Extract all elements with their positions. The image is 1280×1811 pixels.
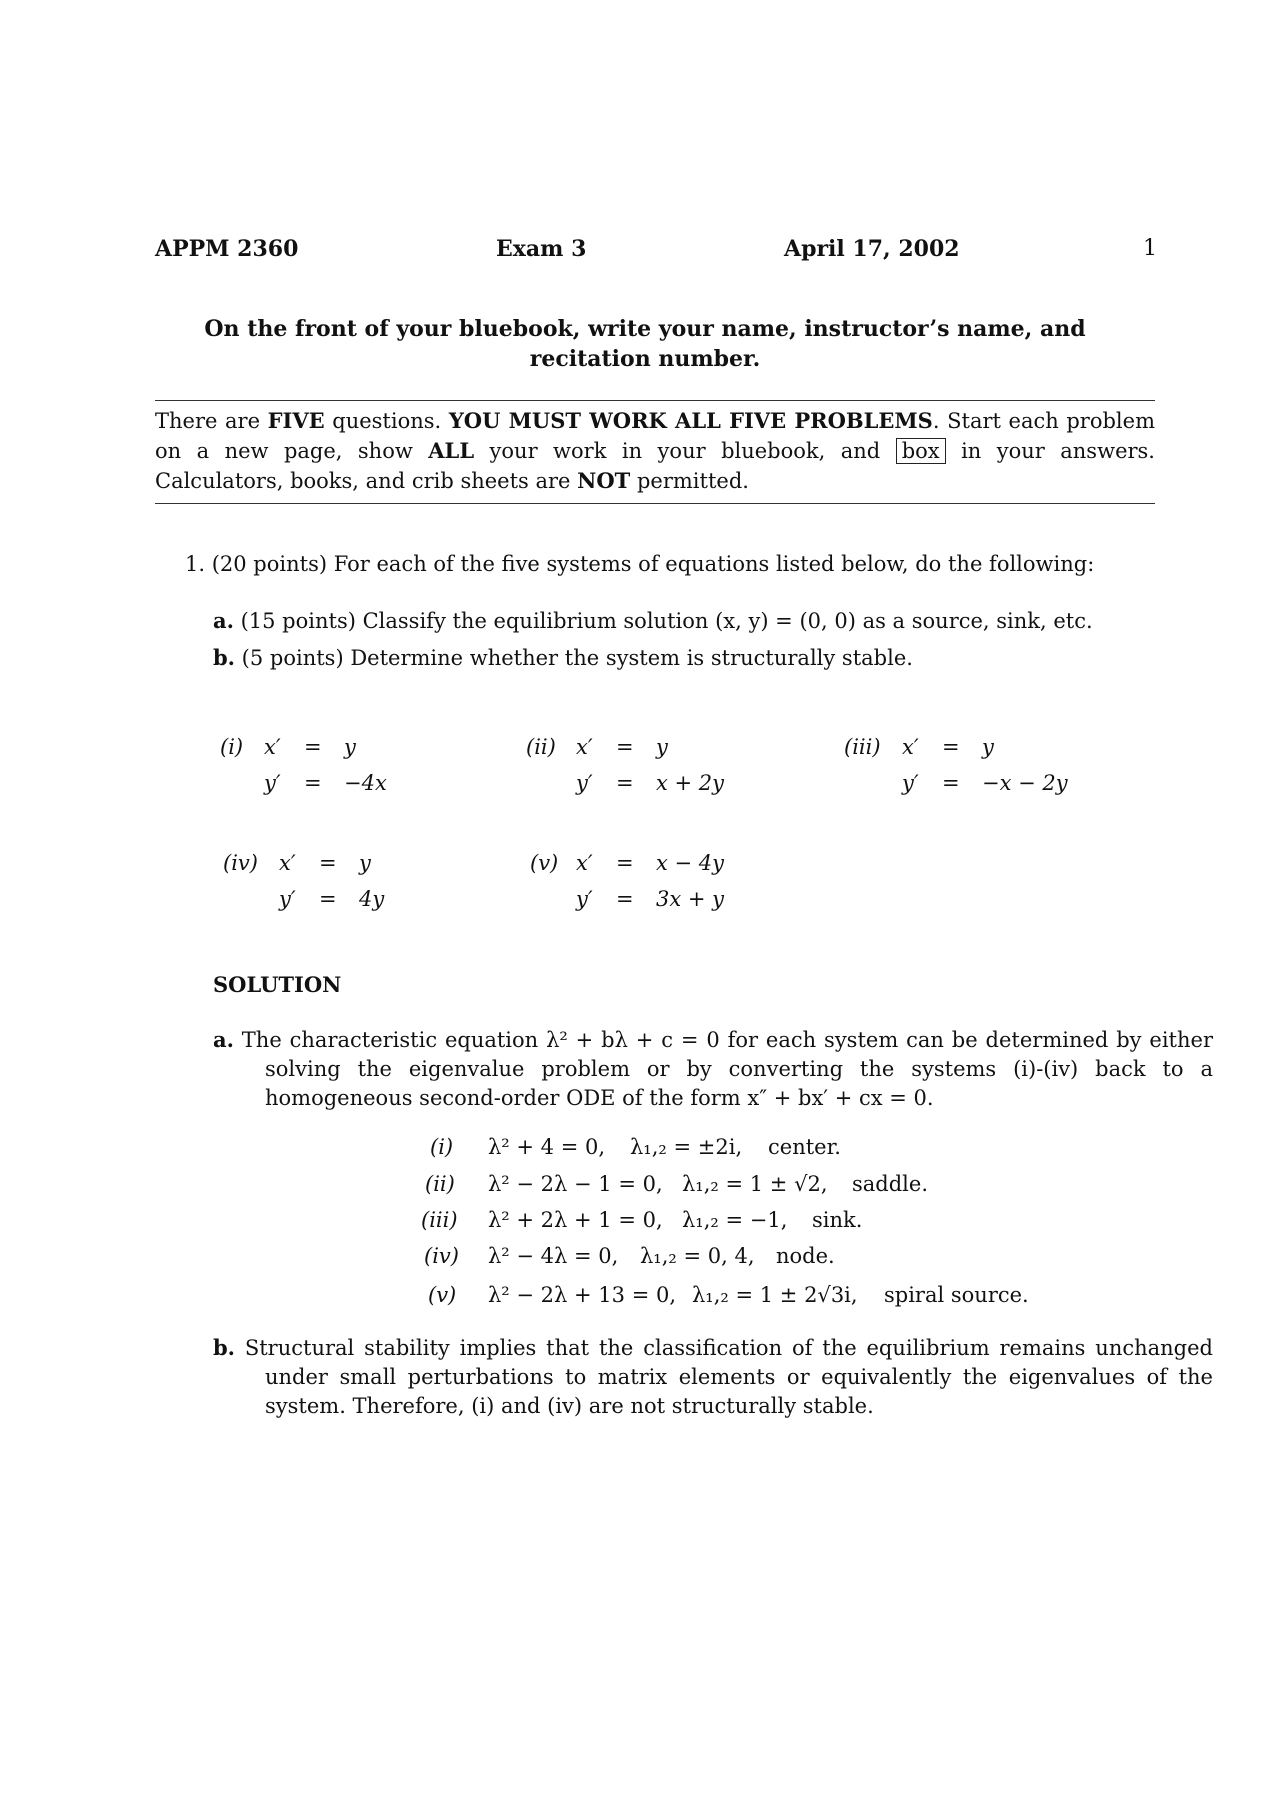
system-iii-eq2: = [942, 771, 960, 795]
solution-a-label: a. [213, 1027, 234, 1052]
system-v-lhs1: x′ [576, 851, 593, 875]
system-iii-lhs1: x′ [902, 735, 919, 759]
system-ii-eq1: = [616, 735, 634, 759]
sol-row-i-eig: λ₁,₂ = ±2i, [630, 1135, 743, 1159]
bottom-rule [155, 503, 1155, 504]
instr-not: NOT [577, 468, 631, 493]
instr-box: box [896, 438, 946, 464]
sol-row-ii-label-text: (ii) [425, 1172, 455, 1196]
solution-b-text: Structural stability implies that the classification of the equilibrium remains unchanged under small perturbations to matrix elements or equivalently the eigenvalues of the system. Therefore, (i) and (iv) are not structurally stable. [235, 1336, 1213, 1418]
sol-row-v-cls: spiral source. [884, 1283, 1029, 1307]
system-ii-rhs1: y [656, 735, 668, 759]
sol-row-i-label [430, 1135, 453, 1159]
sol-row-iii-eq: λ² + 2λ + 1 = 0, [488, 1208, 663, 1232]
system-iv-rhs2: 4y [359, 887, 385, 911]
system-iv-eq1: = [319, 851, 337, 875]
system-ii-rhs2: x + 2y [656, 771, 725, 795]
system-iii-label: (iii) [844, 735, 881, 759]
sol-row-iii-label [421, 1208, 458, 1232]
sol-row-v-eig: λ₁,₂ = 1 ± 2√3i, [692, 1283, 858, 1307]
system-ii-lhs1: x′ [576, 735, 593, 759]
top-rule [155, 400, 1155, 401]
system-iv-lhs2: y′ [279, 887, 296, 911]
instr-text-1: There are [155, 409, 268, 433]
system-iv-eq2: = [319, 887, 337, 911]
system-i-rhs2: −4x [344, 771, 387, 795]
system-ii-label: (ii) [526, 735, 556, 759]
system-iv-lhs1: x′ [279, 851, 296, 875]
solution-b-label: b. [213, 1335, 235, 1360]
system-iii-eq1: = [942, 735, 960, 759]
instr-five: FIVE [267, 408, 325, 433]
sol-row-iv-eig: λ₁,₂ = 0, 4, [640, 1244, 755, 1268]
instr-all: ALL [428, 438, 475, 463]
course-code: APPM 2360 [155, 236, 299, 262]
sol-row-ii-cls: saddle. [852, 1172, 929, 1196]
sol-row-v-eq: λ² − 2λ + 13 = 0, [488, 1283, 676, 1307]
exam-title: Exam 3 [496, 236, 587, 262]
question-1b [213, 645, 913, 670]
question-1a [213, 608, 1093, 633]
page-number: 1 [1143, 236, 1157, 261]
system-iii-rhs2: −x − 2y [982, 771, 1068, 795]
system-v-label: (v) [530, 851, 559, 875]
lead-instruction: On the front of your bluebook, write your name, instructor’s name, and recitation number. [204, 316, 1086, 372]
sol-row-i-label-text: (i) [430, 1135, 454, 1159]
sol-row-v-label-text: (v) [428, 1283, 457, 1307]
sol-row-v-label [428, 1283, 456, 1307]
instructions-block [155, 406, 1155, 496]
system-ii-eq2: = [616, 771, 634, 795]
sol-row-iv-label-text: (iv) [424, 1244, 459, 1268]
solution-a-text: The characteristic equation λ² + bλ + c = 0 for each system can be determined by either solving the eigenvalue problem or by converting the systems (i)-(iv) back to a homogeneous second-order ODE of the form x″ + bx′ + cx = 0. [233, 1028, 1213, 1110]
sol-row-iii-cls: sink. [812, 1208, 863, 1232]
solution-a [213, 1025, 1213, 1113]
system-i-lhs1: x′ [264, 735, 281, 759]
sol-row-ii-label [425, 1172, 455, 1196]
sol-row-iv-eq: λ² − 4λ = 0, [488, 1244, 619, 1268]
instr-text-2: questions. [324, 409, 449, 433]
instr-must: YOU MUST WORK ALL FIVE PROBLEMS [448, 408, 933, 433]
system-v-rhs1: x − 4y [656, 851, 725, 875]
system-v-lhs2: y′ [576, 887, 593, 911]
instr-text-5: in your answers. Calculators, books, and crib sheets are [155, 439, 1155, 493]
system-iv-rhs1: y [359, 851, 371, 875]
solution-heading: SOLUTION [213, 972, 342, 997]
q1b-text: (5 points) Determine whether the system is structurally stable. [235, 646, 913, 670]
system-i-rhs1: y [344, 735, 356, 759]
system-ii-lhs2: y′ [576, 771, 593, 795]
exam-date: April 17, 2002 [784, 236, 960, 262]
sol-row-ii-eq: λ² − 2λ − 1 = 0, [488, 1172, 663, 1196]
system-iv-label: (iv) [223, 851, 258, 875]
q1b-label: b. [213, 645, 235, 670]
system-iii-rhs1: y [982, 735, 994, 759]
instr-text-6: permitted. [630, 469, 749, 493]
q1a-label: a. [213, 608, 234, 633]
system-iii-lhs2: y′ [902, 771, 919, 795]
solution-b [213, 1333, 1213, 1421]
system-i-lhs2: y′ [264, 771, 281, 795]
instr-text-3: . Start each problem on a new page, show [155, 409, 1155, 463]
sol-row-i-cls: center. [768, 1135, 841, 1159]
system-i-eq1: = [304, 735, 322, 759]
instr-text-4: your work in your bluebook, and [474, 439, 896, 463]
system-v-eq1: = [616, 851, 634, 875]
system-i-label: (i) [220, 735, 244, 759]
sol-row-iii-eig: λ₁,₂ = −1, [682, 1208, 788, 1232]
sol-row-i-eq: λ² + 4 = 0, [488, 1135, 606, 1159]
system-v-eq2: = [616, 887, 634, 911]
sol-row-iii-label-text: (iii) [421, 1208, 458, 1232]
system-i-eq2: = [304, 771, 322, 795]
question-1-intro: 1. (20 points) For each of the five systems of equations listed below, do the following: [185, 552, 1095, 576]
sol-row-ii-eig: λ₁,₂ = 1 ± √2, [682, 1172, 828, 1196]
sol-row-iv-label [424, 1244, 459, 1268]
q1a-text: (15 points) Classify the equilibrium solution (x, y) = (0, 0) as a source, sink, etc. [233, 609, 1093, 633]
sol-row-iv-cls: node. [776, 1244, 835, 1268]
system-v-rhs2: 3x + y [656, 887, 725, 911]
